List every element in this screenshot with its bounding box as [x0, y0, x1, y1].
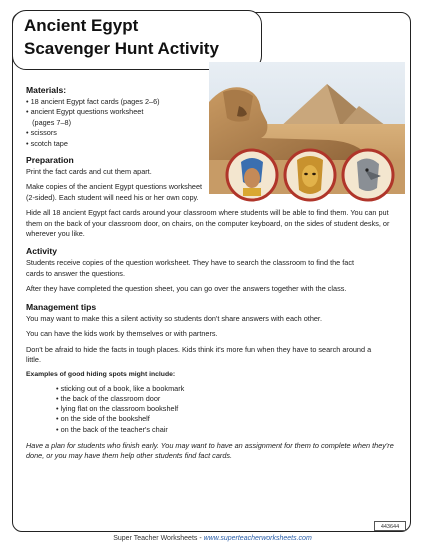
management-text-2: You can have the kids work by themselves or with partners. — [26, 329, 218, 339]
activity-text-2: After they have completed the question sheet, you can go over the answers together with the class. — [26, 284, 347, 294]
materials-section — [26, 85, 204, 149]
title-line-1: Ancient Egypt — [24, 16, 139, 35]
footer-text: Super Teacher Worksheets - — [113, 535, 204, 542]
list-item: • the back of the classroom door — [56, 393, 161, 403]
list-item: • scotch tape — [26, 138, 68, 148]
footer — [0, 535, 425, 542]
management-text-1: You may want to make this a silent activity so students don't share answers with each other. — [26, 313, 322, 323]
preparation-text-3: Hide all 18 ancient Egypt fact cards around your classroom where students will be able to find them. You can put them on the back of your classroom door, on chairs, on the computer keyboard, on the sides of student desks, or wherever you like. — [26, 208, 390, 239]
preparation-text-2: Make copies of the ancient Egypt questions worksheet (2-sided). Each student will need his or her own copy. — [26, 182, 203, 202]
content — [26, 85, 406, 467]
management-heading: Management tips — [26, 301, 97, 312]
list-item: • ancient Egypt questions worksheet — [26, 107, 144, 117]
activity-text-1: Students receive copies of the question worksheet. They have to search the classroom to find the fact cards to answer the questions. — [26, 258, 355, 278]
closing-text: Have a plan for students who finish early. You may want to have an assignment for them to complete when they're done, or you may have them help other students find fact cards. — [26, 440, 394, 461]
list-item: • scissors — [26, 128, 57, 138]
materials-list — [26, 97, 204, 149]
list-item: • 18 ancient Egypt fact cards (pages 2–6) — [26, 97, 160, 106]
examples-heading: Examples of good hiding spots might include: — [26, 371, 176, 379]
list-item: • lying flat on the classroom bookshelf — [56, 404, 179, 414]
title-line-2: Scavenger Hunt Activity — [24, 39, 219, 58]
preparation-heading: Preparation — [26, 155, 74, 166]
page-title — [24, 14, 219, 60]
worksheet-code: 443644 — [374, 521, 406, 531]
materials-heading: Materials: — [26, 85, 67, 95]
list-item: • sticking out of a book, like a bookmark — [56, 383, 185, 393]
examples-list — [56, 384, 406, 435]
activity-heading: Activity — [26, 246, 58, 257]
management-section — [26, 302, 406, 462]
preparation-text-1: Print the fact cards and cut them apart. — [26, 167, 152, 177]
footer-link[interactable]: www.superteacherworksheets.com — [203, 535, 312, 542]
list-item: • on the back of the teacher's chair — [56, 424, 168, 434]
preparation-section — [26, 155, 406, 239]
list-item: • on the side of the bookshelf — [56, 414, 150, 424]
management-text-3: Don't be afraid to hide the facts in tough places. Kids think it's more fun when they have to search around a little. — [26, 344, 372, 364]
activity-section — [26, 246, 406, 294]
list-item: (pages 7–8) — [26, 117, 72, 127]
